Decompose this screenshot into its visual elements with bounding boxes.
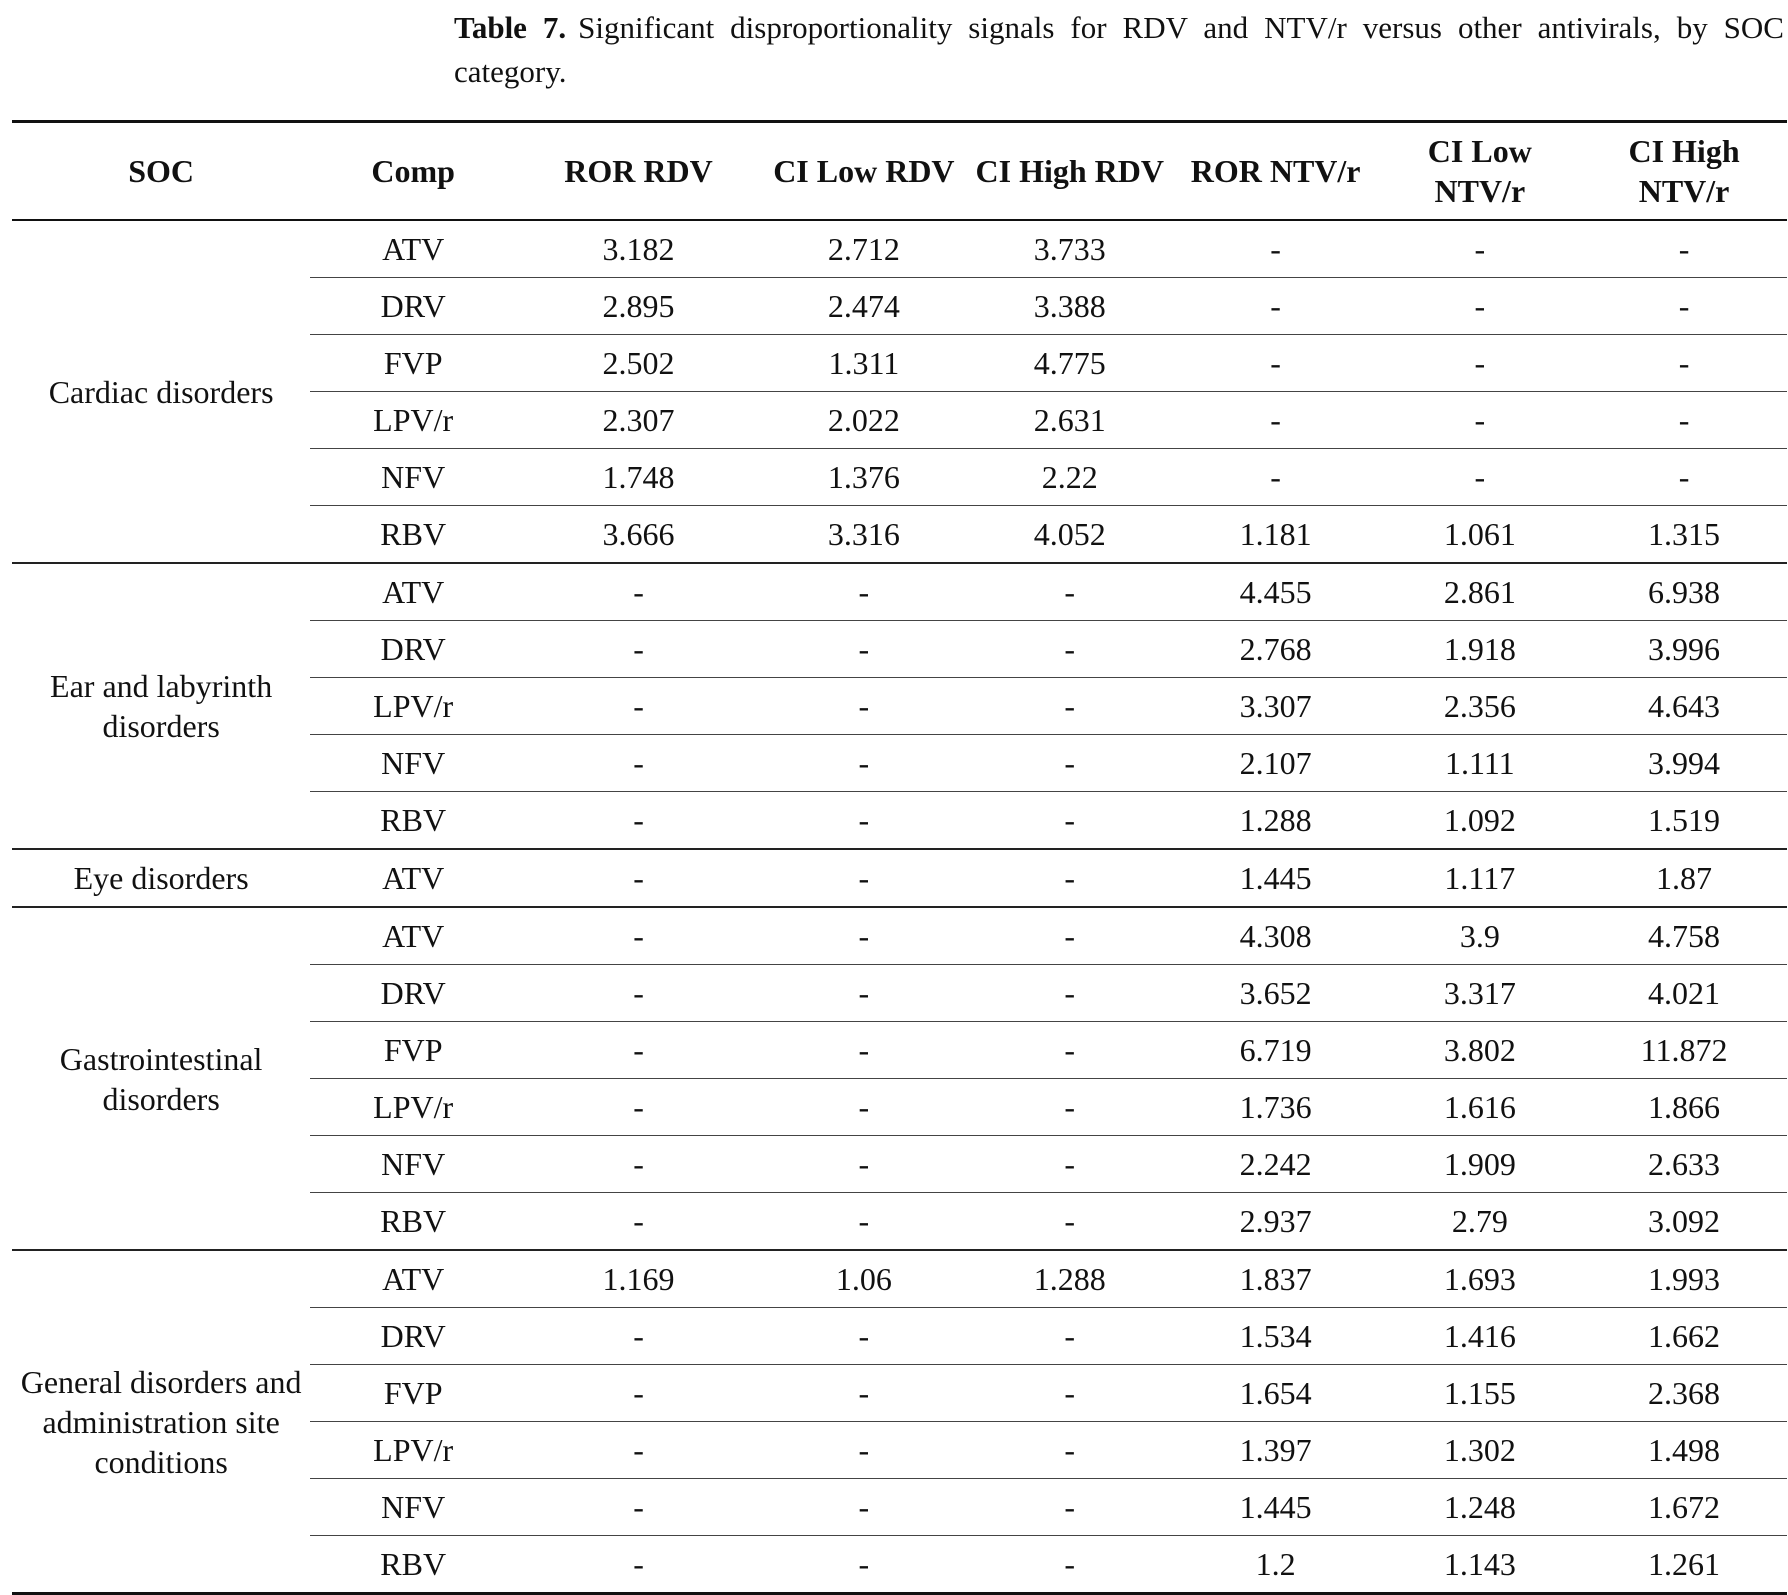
value-cell: - — [967, 735, 1173, 792]
value-cell: 1.143 — [1443, 1546, 1516, 1582]
value-cell: 4.643 — [1581, 678, 1787, 735]
column-header: ROR RDV — [516, 122, 761, 221]
value-cell: 1.445 — [1173, 1479, 1379, 1536]
value-cell: - — [967, 1365, 1173, 1422]
value-cell: - — [967, 1022, 1173, 1079]
comparator-cell: DRV — [310, 1308, 516, 1365]
comparator-cell: RBV — [310, 506, 516, 564]
comparator-cell: FVP — [310, 1022, 516, 1079]
column-header: CI Low NTV/r — [1379, 122, 1582, 221]
value-cell: - — [1173, 220, 1379, 278]
value-cell: - — [516, 1308, 761, 1365]
value-cell: 1.169 — [516, 1250, 761, 1308]
value-cell: 1.155 — [1379, 1365, 1582, 1422]
value-cell: 11.872 — [1581, 1022, 1787, 1079]
value-cell: - — [516, 965, 761, 1022]
value-cell: 1.498 — [1581, 1422, 1787, 1479]
value-cell: - — [967, 1308, 1173, 1365]
value-cell: 3.317 — [1379, 965, 1582, 1022]
value-cell: 4.052 — [967, 506, 1173, 564]
table-caption-text: Significant disproportionality signals for RDV and NTV/r versus other antivirals, by SOC category. — [454, 10, 1784, 89]
value-cell: - — [967, 678, 1173, 735]
value-cell: - — [761, 678, 967, 735]
value-cell: - — [761, 1079, 967, 1136]
value-cell: - — [967, 1422, 1173, 1479]
value-cell: 1.616 — [1379, 1079, 1582, 1136]
value-cell: - — [516, 621, 761, 678]
soc-cell: Cardiac disorders — [12, 220, 310, 563]
value-cell: 1.06 — [761, 1250, 967, 1308]
comparator-cell: DRV — [310, 965, 516, 1022]
value-cell: 6.719 — [1173, 1022, 1379, 1079]
value-cell: 1.416 — [1379, 1308, 1582, 1365]
value-cell: - — [516, 1193, 761, 1251]
value-cell: 1.918 — [1379, 621, 1582, 678]
value-cell: 1.519 — [1581, 792, 1787, 850]
column-header: CI Low RDV — [761, 122, 967, 221]
value-cell: 1.061 — [1379, 506, 1582, 564]
value-cell: 2.368 — [1581, 1365, 1787, 1422]
value-cell: 2.768 — [1173, 621, 1379, 678]
soc-cell: Gastrointestinal disorders — [12, 907, 310, 1250]
value-cell: 3.316 — [761, 506, 967, 564]
value-cell: - — [761, 1479, 967, 1536]
value-cell: - — [1173, 278, 1379, 335]
value-cell: - — [1379, 220, 1582, 278]
value-cell: - — [1581, 335, 1787, 392]
value-cell: - — [516, 1022, 761, 1079]
value-cell: 2.895 — [516, 278, 761, 335]
value-cell: - — [967, 792, 1173, 850]
value-cell: - — [967, 907, 1173, 965]
value-cell: 1.2 — [1255, 1546, 1296, 1582]
column-header: Comp — [310, 122, 516, 221]
table-row — [12, 1250, 1787, 1308]
comparator-cell: ATV — [310, 849, 516, 907]
soc-cell: Eye disorders — [12, 849, 310, 907]
value-cell: 3.666 — [516, 506, 761, 564]
value-cell: 2.022 — [761, 392, 967, 449]
value-cell: 4.775 — [967, 335, 1173, 392]
comparator-cell: DRV — [310, 621, 516, 678]
value-cell: - — [761, 1136, 967, 1193]
comparator-cell: NFV — [310, 1479, 516, 1536]
value-cell: 1.866 — [1581, 1079, 1787, 1136]
value-cell: - — [1173, 335, 1379, 392]
comparator-cell: RBV — [380, 1546, 447, 1582]
value-cell: - — [516, 792, 761, 850]
value-cell: 3.092 — [1581, 1193, 1787, 1251]
soc-cell: Ear and labyrinth disorders — [12, 563, 310, 849]
value-cell: 1.397 — [1173, 1422, 1379, 1479]
value-cell: 1.748 — [516, 449, 761, 506]
value-cell: 6.938 — [1581, 563, 1787, 621]
value-cell: 3.996 — [1581, 621, 1787, 678]
table-row — [12, 849, 1787, 907]
value-cell: 1.909 — [1379, 1136, 1582, 1193]
value-cell: - — [516, 1422, 761, 1479]
value-cell: 1.248 — [1379, 1479, 1582, 1536]
value-cell: - — [761, 735, 967, 792]
value-cell: 3.9 — [1379, 907, 1582, 965]
value-cell: - — [1064, 1546, 1076, 1582]
value-cell: - — [1173, 449, 1379, 506]
value-cell: 2.937 — [1173, 1193, 1379, 1251]
table-row — [12, 220, 1787, 278]
value-cell: 3.182 — [516, 220, 761, 278]
value-cell: - — [761, 907, 967, 965]
value-cell: 2.79 — [1379, 1193, 1582, 1251]
value-cell: - — [967, 563, 1173, 621]
value-cell: - — [633, 1546, 644, 1582]
value-cell: - — [1581, 220, 1787, 278]
value-cell: - — [1581, 278, 1787, 335]
value-cell: - — [516, 1365, 761, 1422]
comparator-cell: DRV — [310, 278, 516, 335]
value-cell: 1.288 — [1173, 792, 1379, 850]
value-cell: - — [761, 849, 967, 907]
value-cell: - — [761, 1193, 967, 1251]
value-cell: 4.758 — [1581, 907, 1787, 965]
column-header: SOC — [12, 122, 310, 221]
comparator-cell: FVP — [310, 335, 516, 392]
value-cell: 1.302 — [1379, 1422, 1582, 1479]
value-cell: - — [1379, 278, 1582, 335]
value-cell: - — [1581, 449, 1787, 506]
value-cell: - — [761, 621, 967, 678]
comparator-cell: LPV/r — [310, 1422, 516, 1479]
soc-cell: General disorders and administration site conditions — [20, 1363, 302, 1480]
value-cell: 2.502 — [516, 335, 761, 392]
value-cell: 1.654 — [1173, 1365, 1379, 1422]
value-cell: 1.288 — [967, 1250, 1173, 1308]
value-cell: 4.308 — [1173, 907, 1379, 965]
value-cell: 1.837 — [1173, 1250, 1379, 1308]
comparator-cell: LPV/r — [310, 678, 516, 735]
value-cell: - — [516, 1079, 761, 1136]
comparator-cell: LPV/r — [310, 1079, 516, 1136]
value-cell: - — [761, 1422, 967, 1479]
value-cell: - — [967, 965, 1173, 1022]
value-cell: - — [761, 563, 967, 621]
value-cell: - — [1173, 392, 1379, 449]
value-cell: - — [967, 1193, 1173, 1251]
value-cell: 1.672 — [1581, 1479, 1787, 1536]
value-cell: - — [1379, 449, 1582, 506]
comparator-cell: NFV — [310, 449, 516, 506]
value-cell: - — [761, 1022, 967, 1079]
value-cell: - — [1581, 392, 1787, 449]
value-cell: - — [1379, 335, 1582, 392]
value-cell: 1.117 — [1379, 849, 1582, 907]
value-cell: - — [516, 563, 761, 621]
table-body — [12, 220, 1787, 1594]
value-cell: 3.388 — [967, 278, 1173, 335]
value-cell: - — [761, 1308, 967, 1365]
comparator-cell: ATV — [310, 907, 516, 965]
value-cell: 1.315 — [1581, 506, 1787, 564]
value-cell: 1.311 — [761, 335, 967, 392]
value-cell: 2.474 — [761, 278, 967, 335]
column-header: CI High RDV — [967, 122, 1173, 221]
value-cell: - — [858, 1546, 870, 1582]
comparator-cell: RBV — [310, 792, 516, 850]
value-cell: - — [967, 1079, 1173, 1136]
value-cell: - — [761, 1365, 967, 1422]
value-cell: 4.021 — [1581, 965, 1787, 1022]
value-cell: - — [516, 907, 761, 965]
value-cell: 2.307 — [516, 392, 761, 449]
value-cell: - — [516, 678, 761, 735]
comparator-cell: RBV — [310, 1193, 516, 1251]
value-cell: 3.994 — [1581, 735, 1787, 792]
value-cell: 1.662 — [1581, 1308, 1787, 1365]
value-cell: 2.712 — [761, 220, 967, 278]
value-cell: 3.652 — [1173, 965, 1379, 1022]
value-cell: 1.111 — [1379, 735, 1582, 792]
value-cell: - — [516, 849, 761, 907]
value-cell: - — [967, 849, 1173, 907]
value-cell: 2.356 — [1379, 678, 1582, 735]
value-cell: - — [516, 735, 761, 792]
value-cell: - — [967, 1136, 1173, 1193]
table-row — [12, 907, 1787, 965]
value-cell: 2.22 — [967, 449, 1173, 506]
value-cell: 2.631 — [967, 392, 1173, 449]
value-cell: 1.092 — [1379, 792, 1582, 850]
value-cell: - — [761, 965, 967, 1022]
comparator-cell: NFV — [310, 1136, 516, 1193]
value-cell: 4.455 — [1173, 563, 1379, 621]
results-table — [12, 120, 1787, 1595]
value-cell: 1.534 — [1173, 1308, 1379, 1365]
value-cell: - — [516, 1136, 761, 1193]
comparator-cell: ATV — [310, 220, 516, 278]
value-cell: - — [516, 1479, 761, 1536]
value-cell: 1.993 — [1581, 1250, 1787, 1308]
value-cell: - — [1379, 392, 1582, 449]
column-header: CI High NTV/r — [1581, 122, 1787, 221]
value-cell: 1.376 — [761, 449, 967, 506]
column-header: ROR NTV/r — [1173, 122, 1379, 221]
table-caption — [454, 6, 1784, 94]
comparator-cell: ATV — [310, 563, 516, 621]
comparator-cell: LPV/r — [310, 392, 516, 449]
comparator-cell: ATV — [310, 1250, 516, 1308]
value-cell: 2.861 — [1379, 563, 1582, 621]
table-header-row — [12, 122, 1787, 221]
value-cell: 1.261 — [1648, 1546, 1721, 1582]
value-cell: 1.445 — [1173, 849, 1379, 907]
comparator-cell: FVP — [310, 1365, 516, 1422]
value-cell: - — [967, 621, 1173, 678]
value-cell: 2.633 — [1581, 1136, 1787, 1193]
value-cell: 3.307 — [1173, 678, 1379, 735]
value-cell: 1.693 — [1379, 1250, 1582, 1308]
value-cell: 2.107 — [1173, 735, 1379, 792]
value-cell: 1.736 — [1173, 1079, 1379, 1136]
value-cell: - — [761, 792, 967, 850]
value-cell: 3.802 — [1379, 1022, 1582, 1079]
comparator-cell: NFV — [310, 735, 516, 792]
value-cell: - — [967, 1479, 1173, 1536]
value-cell: 3.733 — [967, 220, 1173, 278]
value-cell: 1.87 — [1581, 849, 1787, 907]
value-cell: 1.181 — [1173, 506, 1379, 564]
table-row — [12, 563, 1787, 621]
value-cell: 2.242 — [1173, 1136, 1379, 1193]
table-label: Table 7. — [454, 10, 567, 45]
